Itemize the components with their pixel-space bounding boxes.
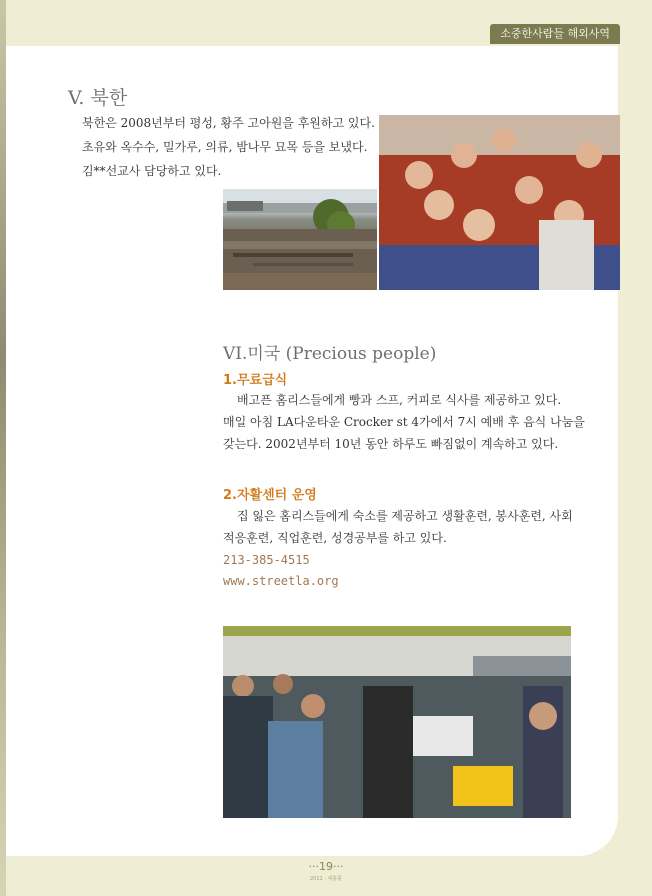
food-line-photo [223,626,571,818]
website-link[interactable]: www.streetla.org [223,574,339,588]
rehab-center-heading: 2.자활센터 운영 [223,488,317,503]
north-korea-line-1: 북한은 2008년부터 평성, 황주 고아원을 후원하고 있다. [82,116,375,130]
footer-subtext: 2011 · 세틀틀 [310,876,342,882]
orphan-children-photo [379,115,620,290]
page-left-edge [0,0,6,896]
page-number: ···19··· [308,860,344,873]
free-meal-line-1: 배고픈 홈리스들에게 빵과 스프, 커피로 식사를 제공하고 있다. [237,393,562,407]
section-title-usa: VI.미국 (Precious people) [223,344,437,364]
rehab-center-line-1: 집 잃은 홈리스들에게 숙소를 제공하고 생활훈련, 봉사훈련, 사회 [237,509,573,523]
north-korea-line-3: 김**선교사 담당하고 있다. [82,164,222,178]
phone-number: 213-385-4515 [223,553,310,567]
flood-photo [223,189,377,290]
free-meal-line-2: 매일 아침 LA다운타운 Crocker st 4가에서 7시 예배 후 음식 나눔을 [223,415,585,429]
section-header-tab: 소중한사람들 해외사역 [490,24,620,44]
free-meal-line-3: 갖는다. 2002년부터 10년 동안 하루도 빠짐없이 계속하고 있다. [223,437,559,451]
north-korea-line-2: 초유와 옥수수, 밀가루, 의류, 밤나무 묘목 등을 보냈다. [82,140,368,154]
section-title-north-korea: V. 북한 [68,87,128,109]
rehab-center-line-2: 적응훈련, 직업훈련, 성경공부를 하고 있다. [223,531,447,545]
free-meal-heading: 1.무료급식 [223,373,288,388]
